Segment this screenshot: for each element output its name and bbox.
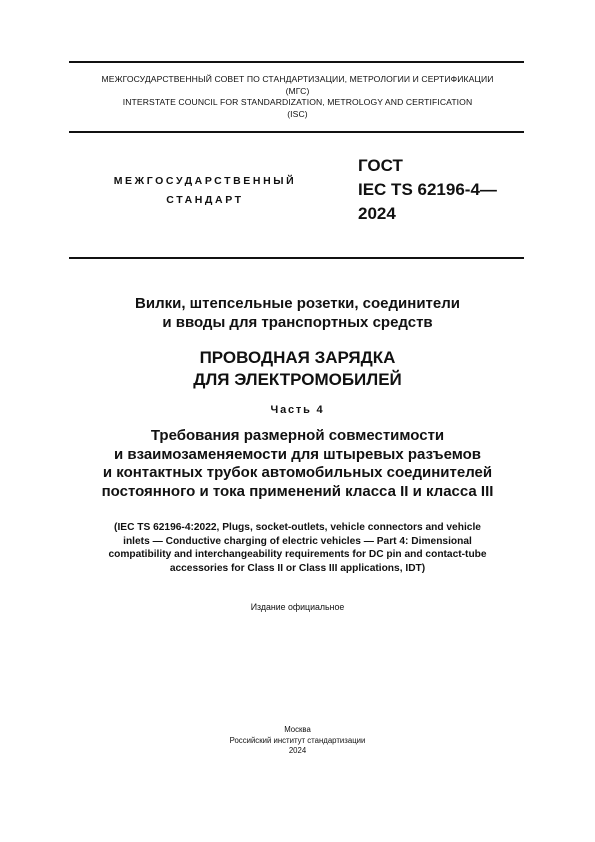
council-abbr-en: (ISC) bbox=[287, 108, 308, 119]
imprint-city: Москва bbox=[284, 725, 311, 734]
top-rule bbox=[69, 61, 524, 63]
main-title bbox=[0, 347, 595, 391]
imprint-publisher: Российский институт стандартизации bbox=[229, 735, 366, 745]
standard-type-line1: МЕЖГОСУДАРСТВЕННЫЙ bbox=[113, 175, 297, 187]
imprint bbox=[0, 725, 595, 757]
international-reference bbox=[0, 521, 595, 575]
standard-designation bbox=[358, 154, 497, 226]
standard-type bbox=[80, 172, 330, 210]
part-number: Часть 4 bbox=[270, 404, 325, 416]
international-reference-line: (IEC TS 62196-4:2022, Plugs, socket-outlets, vehicle connectors and vehicle bbox=[114, 522, 481, 533]
imprint-year: 2024 bbox=[288, 746, 307, 755]
part-title-line: и взаимозаменяемости для штыревых разъемов bbox=[113, 445, 482, 463]
header-rule bbox=[69, 257, 524, 259]
general-title-line: Вилки, штепсельные розетки, соединители bbox=[135, 295, 460, 312]
main-title-line: ДЛЯ ЭЛЕКТРОМОБИЛЕЙ bbox=[193, 370, 402, 389]
council-name-en: INTERSTATE COUNCIL FOR STANDARDIZATION, METROLOGY AND CERTIFICATION bbox=[122, 97, 473, 108]
part-title-line: постоянного и тока применений класса II и класса III bbox=[101, 482, 494, 500]
part-title bbox=[0, 427, 595, 501]
council-abbr-ru: (МГС) bbox=[285, 85, 310, 96]
international-reference-line: compatibility and interchangeability requirements for DC pin and contact-tube bbox=[108, 549, 487, 561]
international-reference-line: accessories for Class II or Class III applications, IDT) bbox=[169, 562, 426, 574]
council-block bbox=[0, 74, 595, 120]
general-title bbox=[0, 294, 595, 332]
designation-line2: IEC TS 62196-4— bbox=[358, 180, 497, 199]
main-title-line: ПРОВОДНАЯ ЗАРЯДКА bbox=[199, 348, 396, 367]
council-name-ru: МЕЖГОСУДАРСТВЕННЫЙ СОВЕТ ПО СТАНДАРТИЗАЦИИ, МЕТРОЛОГИИ И СЕРТИФИКАЦИИ bbox=[101, 74, 494, 84]
part-title-line: и контактных трубок автомобильных соединителей bbox=[102, 464, 493, 481]
international-reference-line: inlets — Conductive charging of electric vehicles — Part 4: Dimensional bbox=[123, 535, 472, 547]
standard-type-line2: СТАНДАРТ bbox=[166, 194, 244, 206]
council-rule bbox=[69, 131, 524, 133]
designation-line3: 2024 bbox=[358, 204, 396, 223]
general-title-line: и вводы для транспортных средств bbox=[162, 314, 433, 331]
part-title-line: Требования размерной совместимости bbox=[150, 427, 445, 444]
edition-note: Издание официальное bbox=[250, 602, 345, 612]
designation-line1: ГОСТ bbox=[358, 156, 403, 175]
